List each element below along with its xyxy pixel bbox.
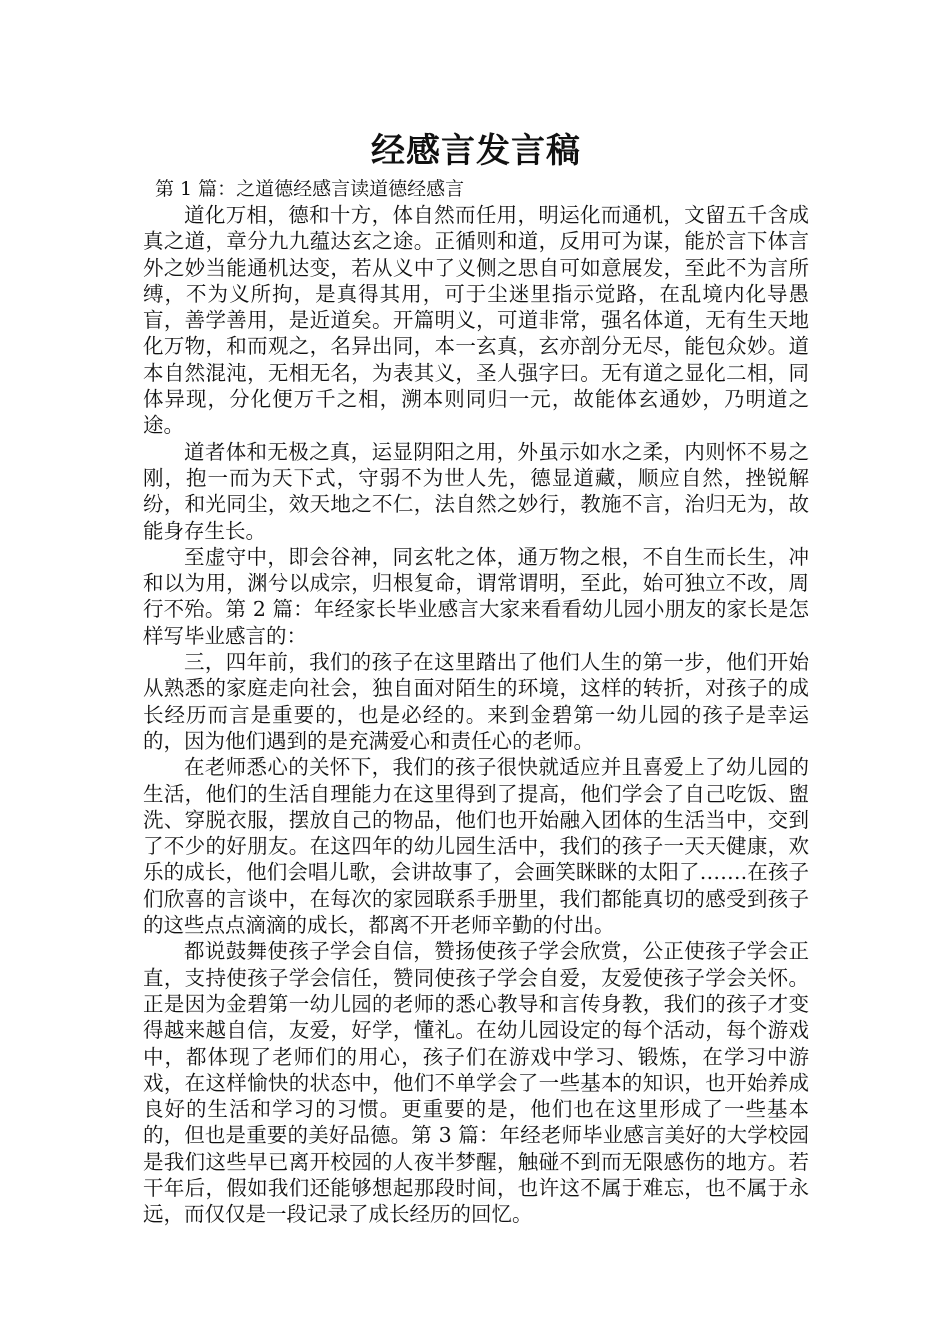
paragraph-3: 至虚守中，即会谷神，同玄牝之体，通万物之根，不自生而长生，冲和以为用，渊兮以成宗，归根复命，谓常谓明，至此，始可独立不改，周行不殆。第 2 篇：年经家长毕业感言大家来看看幼儿园小朋友的家长是怎样写毕业感言的： xyxy=(143,544,809,648)
document-page xyxy=(143,126,809,1228)
paragraph-4: 三，四年前，我们的孩子在这里踏出了他们人生的第一步，他们开始从熟悉的家庭走向社会，独自面对陌生的环境，这样的转折，对孩子的成长经历而言是重要的，也是必经的。来到金碧第一幼儿园的孩子是幸运的，因为他们遇到的是充满爱心和责任心的老师。 xyxy=(143,650,809,753)
paragraph-6: 都说鼓舞使孩子学会自信，赞扬使孩子学会欣赏，公正使孩子学会正直，支持使孩子学会信任，赞同使孩子学会自爱，友爱使孩子学会关怀。正是因为金碧第一幼儿园的老师的悉心教导和言传身教，我们的孩子才变得越来越自信，友爱，好学，懂礼。在幼儿园设定的每个活动，每个游戏中，都体现了老师们的用心，孩子们在游戏中学习、锻炼，在学习中游戏，在这样愉快的状态中，他们不单学会了一些基本的知识，也开始养成良好的生活和学习的习惯。更重要的是，他们也在这里形成了一些基本的，但也是重要的美好品德。第 3 篇：年经老师毕业感言美好的大学校园是我们这些早已离开校园的人夜半梦醒，触碰不到而无限感伤的地方。若干年后，假如我们还能够想起那段时间，也许这不属于难忘，也不属于永远，而仅仅是一段记录了成长经历的回忆。 xyxy=(143,939,809,1227)
paragraph-5: 在老师悉心的关怀下，我们的孩子很快就适应并且喜爱上了幼儿园的生活，他们的生活自理能力在这里得到了提高，他们学会了自己吃饭、盥洗、穿脱衣服，摆放自己的物品，他们也开始融入团体的生活当中，交到了不少的好朋友。在这四年的幼儿园生活中，我们的孩子一天天健康，欢乐的成长，他们会唱儿歌，会讲故事了，会画笑眯眯的太阳了…….在孩子们欣喜的言谈中，在每次的家园联系手册里，我们都能真切的感受到孩子的这些点点滴滴的成长，都离不开老师辛勤的付出。 xyxy=(143,755,809,938)
paragraph-1: 道化万相，德和十方，体自然而任用，明运化而通机，文留五千含成真之道，章分九九蕴达玄之途。正循则和道，反用可为谋，能於言下体言外之妙当能通机达变，若从义中了义侧之思自可如意展发，至此不为言所缚，不为义所拘，是真得其用，可于尘迷里指示觉路，在乱境内化导愚盲，善学善用，是近道矣。开篇明义，可道非常，强名体道，无有生天地化万物，和而观之，名异出同，本一玄真，玄亦剖分无尽，能包众妙。道本自然混沌，无相无名，为表其义，圣人强字曰。无有道之显化二相，同体异现，分化便万千之相，溯本则同归一元，故能体玄通妙，乃明道之途。 xyxy=(143,203,809,438)
document-title: 经感言发言稿 xyxy=(371,131,581,171)
paragraph-2: 道者体和无极之真，运显阴阳之用，外虽示如水之柔，内则怀不易之刚，抱一而为天下式，守弱不为世人先，德显道藏，顺应自然，挫锐解纷，和光同尘，效天地之不仁，法自然之妙行，教施不言，治归无为，故能身存生长。 xyxy=(143,439,809,543)
section-heading: 第 1 篇：之道德经感言读道德经感言 xyxy=(155,178,465,200)
